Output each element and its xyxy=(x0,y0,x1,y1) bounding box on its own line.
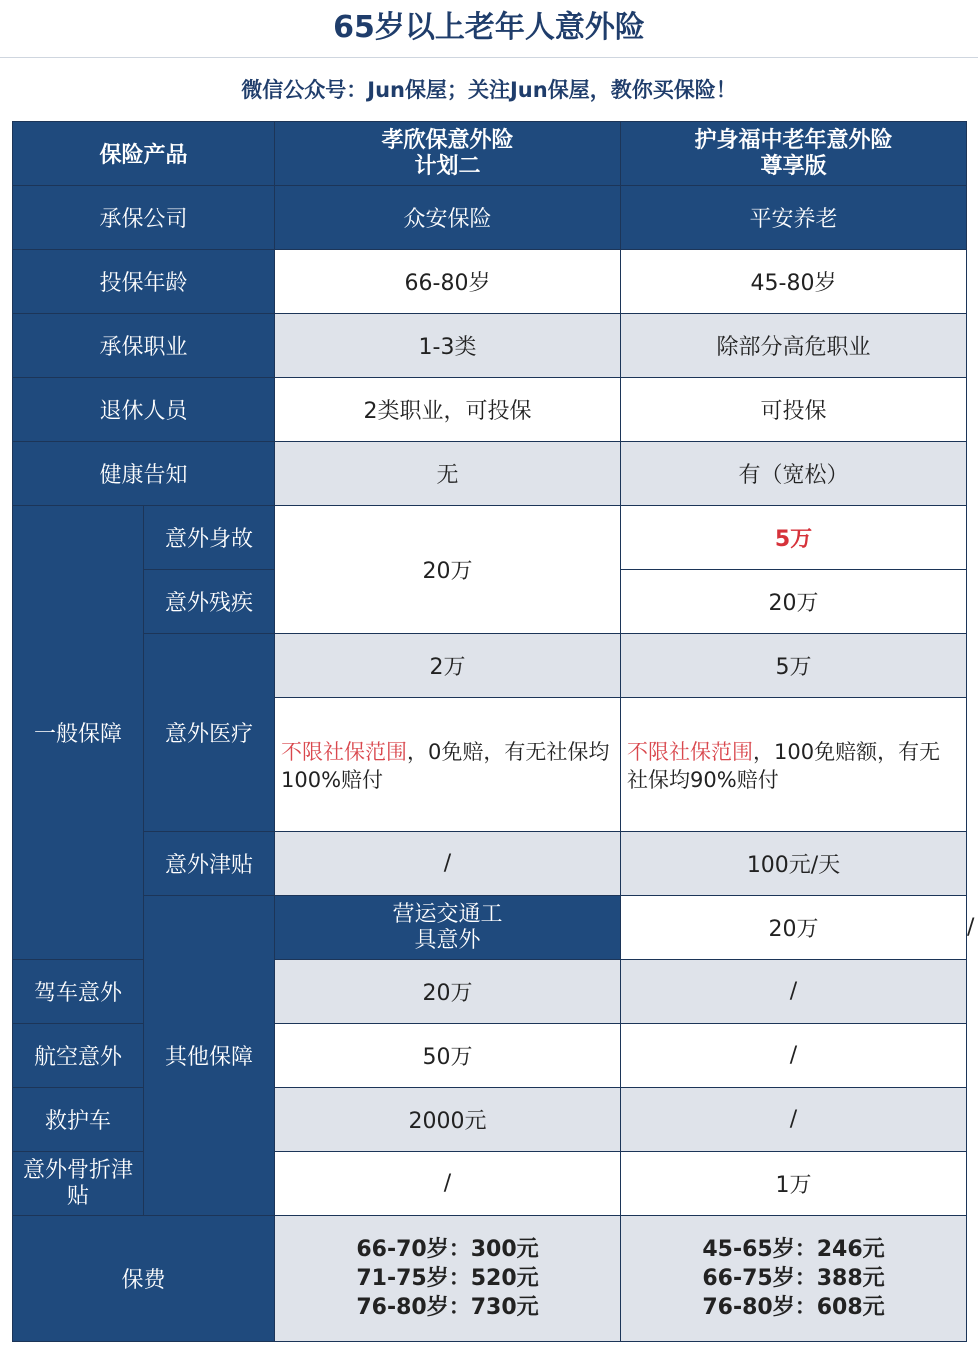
cell-b-death: 5万 xyxy=(621,506,967,570)
cell-a: 50万 xyxy=(275,1024,621,1088)
row-label: 驾车意外 xyxy=(13,960,144,1024)
header-label: 保险产品 xyxy=(13,122,275,186)
cell-b: 有（宽松） xyxy=(621,442,967,506)
premium-line: 71-75岁：520元 xyxy=(356,1266,539,1291)
cell-b: 平安养老 xyxy=(621,186,967,250)
premium-line: 76-80岁：730元 xyxy=(356,1295,539,1320)
cell-a: / xyxy=(275,1152,621,1216)
cell-b: / xyxy=(621,960,967,1024)
premium-line: 76-80岁：608元 xyxy=(702,1295,885,1320)
cell-b-disability: 20万 xyxy=(621,570,967,634)
premium-line: 66-70岁：300元 xyxy=(356,1237,539,1262)
table-row-premium xyxy=(13,1216,967,1342)
row-label: 救护车 xyxy=(13,1088,144,1152)
table-row xyxy=(13,250,967,314)
table-row xyxy=(13,314,967,378)
cell-b-medical-amount: 5万 xyxy=(621,634,967,698)
cell-b: 1万 xyxy=(621,1152,967,1216)
note-highlight: 不限社保范围 xyxy=(627,740,754,764)
header-product-a xyxy=(275,122,621,186)
premium-line: 66-75岁：388元 xyxy=(702,1266,885,1291)
cell-b: 45-80岁 xyxy=(621,250,967,314)
premium-line: 45-65岁：246元 xyxy=(702,1237,885,1262)
row-label: 航空意外 xyxy=(13,1024,144,1088)
page-subtitle: 微信公众号：Jun保屋；关注Jun保屋，教你买保险！ xyxy=(241,78,737,102)
premium-b xyxy=(621,1216,967,1342)
cell-b: / xyxy=(621,1088,967,1152)
table-row xyxy=(13,832,967,896)
note-text: ，0免赔，有无社保均100%赔付 xyxy=(281,740,610,792)
row-label xyxy=(275,896,621,960)
product-b-name: 护身福中老年意外险 xyxy=(694,127,893,153)
cell-a: 1-3类 xyxy=(275,314,621,378)
header-product-b xyxy=(621,122,967,186)
cell-b: / xyxy=(621,1024,967,1088)
cell-b: 除部分高危职业 xyxy=(621,314,967,378)
cell-a-medical-note xyxy=(275,698,621,832)
table-row-header xyxy=(13,122,967,186)
table-row xyxy=(13,186,967,250)
group-label-general: 一般保障 xyxy=(13,506,144,960)
table-row xyxy=(13,442,967,506)
row-label: 承保职业 xyxy=(13,314,275,378)
cell-a: 66-80岁 xyxy=(275,250,621,314)
product-b-plan: 尊享版 xyxy=(760,153,827,179)
row-label: 保费 xyxy=(13,1216,275,1342)
cell-a: 2类职业，可投保 xyxy=(275,378,621,442)
row-label: 承保公司 xyxy=(13,186,275,250)
premium-a xyxy=(275,1216,621,1342)
row-label-line: 具意外 xyxy=(414,927,481,953)
table-row xyxy=(13,506,967,570)
cell-a: 2000元 xyxy=(275,1088,621,1152)
row-label: 退休人员 xyxy=(13,378,275,442)
cell-a: / xyxy=(275,832,621,896)
row-label xyxy=(13,1152,144,1216)
row-label: 意外残疾 xyxy=(144,570,275,634)
cell-a-death-disability: 20万 xyxy=(275,506,621,634)
cell-b-medical-note xyxy=(621,698,967,832)
note-text: ，100免赔额，有无社保均90%赔付 xyxy=(627,740,941,792)
cell-a: 20万 xyxy=(275,960,621,1024)
cell-a-medical-amount: 2万 xyxy=(275,634,621,698)
cell-b: 可投保 xyxy=(621,378,967,442)
row-label: 投保年龄 xyxy=(13,250,275,314)
table-row: 其他保障 营运交通工 具意外 20万 / xyxy=(13,896,967,960)
group-label-other: 其他保障 xyxy=(144,896,275,1216)
row-label-line: 贴 xyxy=(66,1183,89,1209)
table-row xyxy=(13,634,967,698)
cell-a: 无 xyxy=(275,442,621,506)
product-a-plan: 计划二 xyxy=(414,153,481,179)
row-label: 健康告知 xyxy=(13,442,275,506)
cell-a: 众安保险 xyxy=(275,186,621,250)
row-label-line: 营运交通工 xyxy=(392,901,503,927)
table-row xyxy=(13,378,967,442)
page-title: 65岁以上老年人意外险 xyxy=(0,0,978,58)
row-label: 意外医疗 xyxy=(144,634,275,832)
cell-b: 100元/天 xyxy=(621,832,967,896)
comparison-table xyxy=(12,121,975,1342)
row-label-line: 意外骨折津 xyxy=(22,1157,133,1183)
product-a-name: 孝欣保意外险 xyxy=(381,127,514,153)
row-label: 意外身故 xyxy=(144,506,275,570)
row-label: 意外津贴 xyxy=(144,832,275,896)
cell-a: 20万 xyxy=(621,896,967,960)
note-highlight: 不限社保范围 xyxy=(281,740,408,764)
